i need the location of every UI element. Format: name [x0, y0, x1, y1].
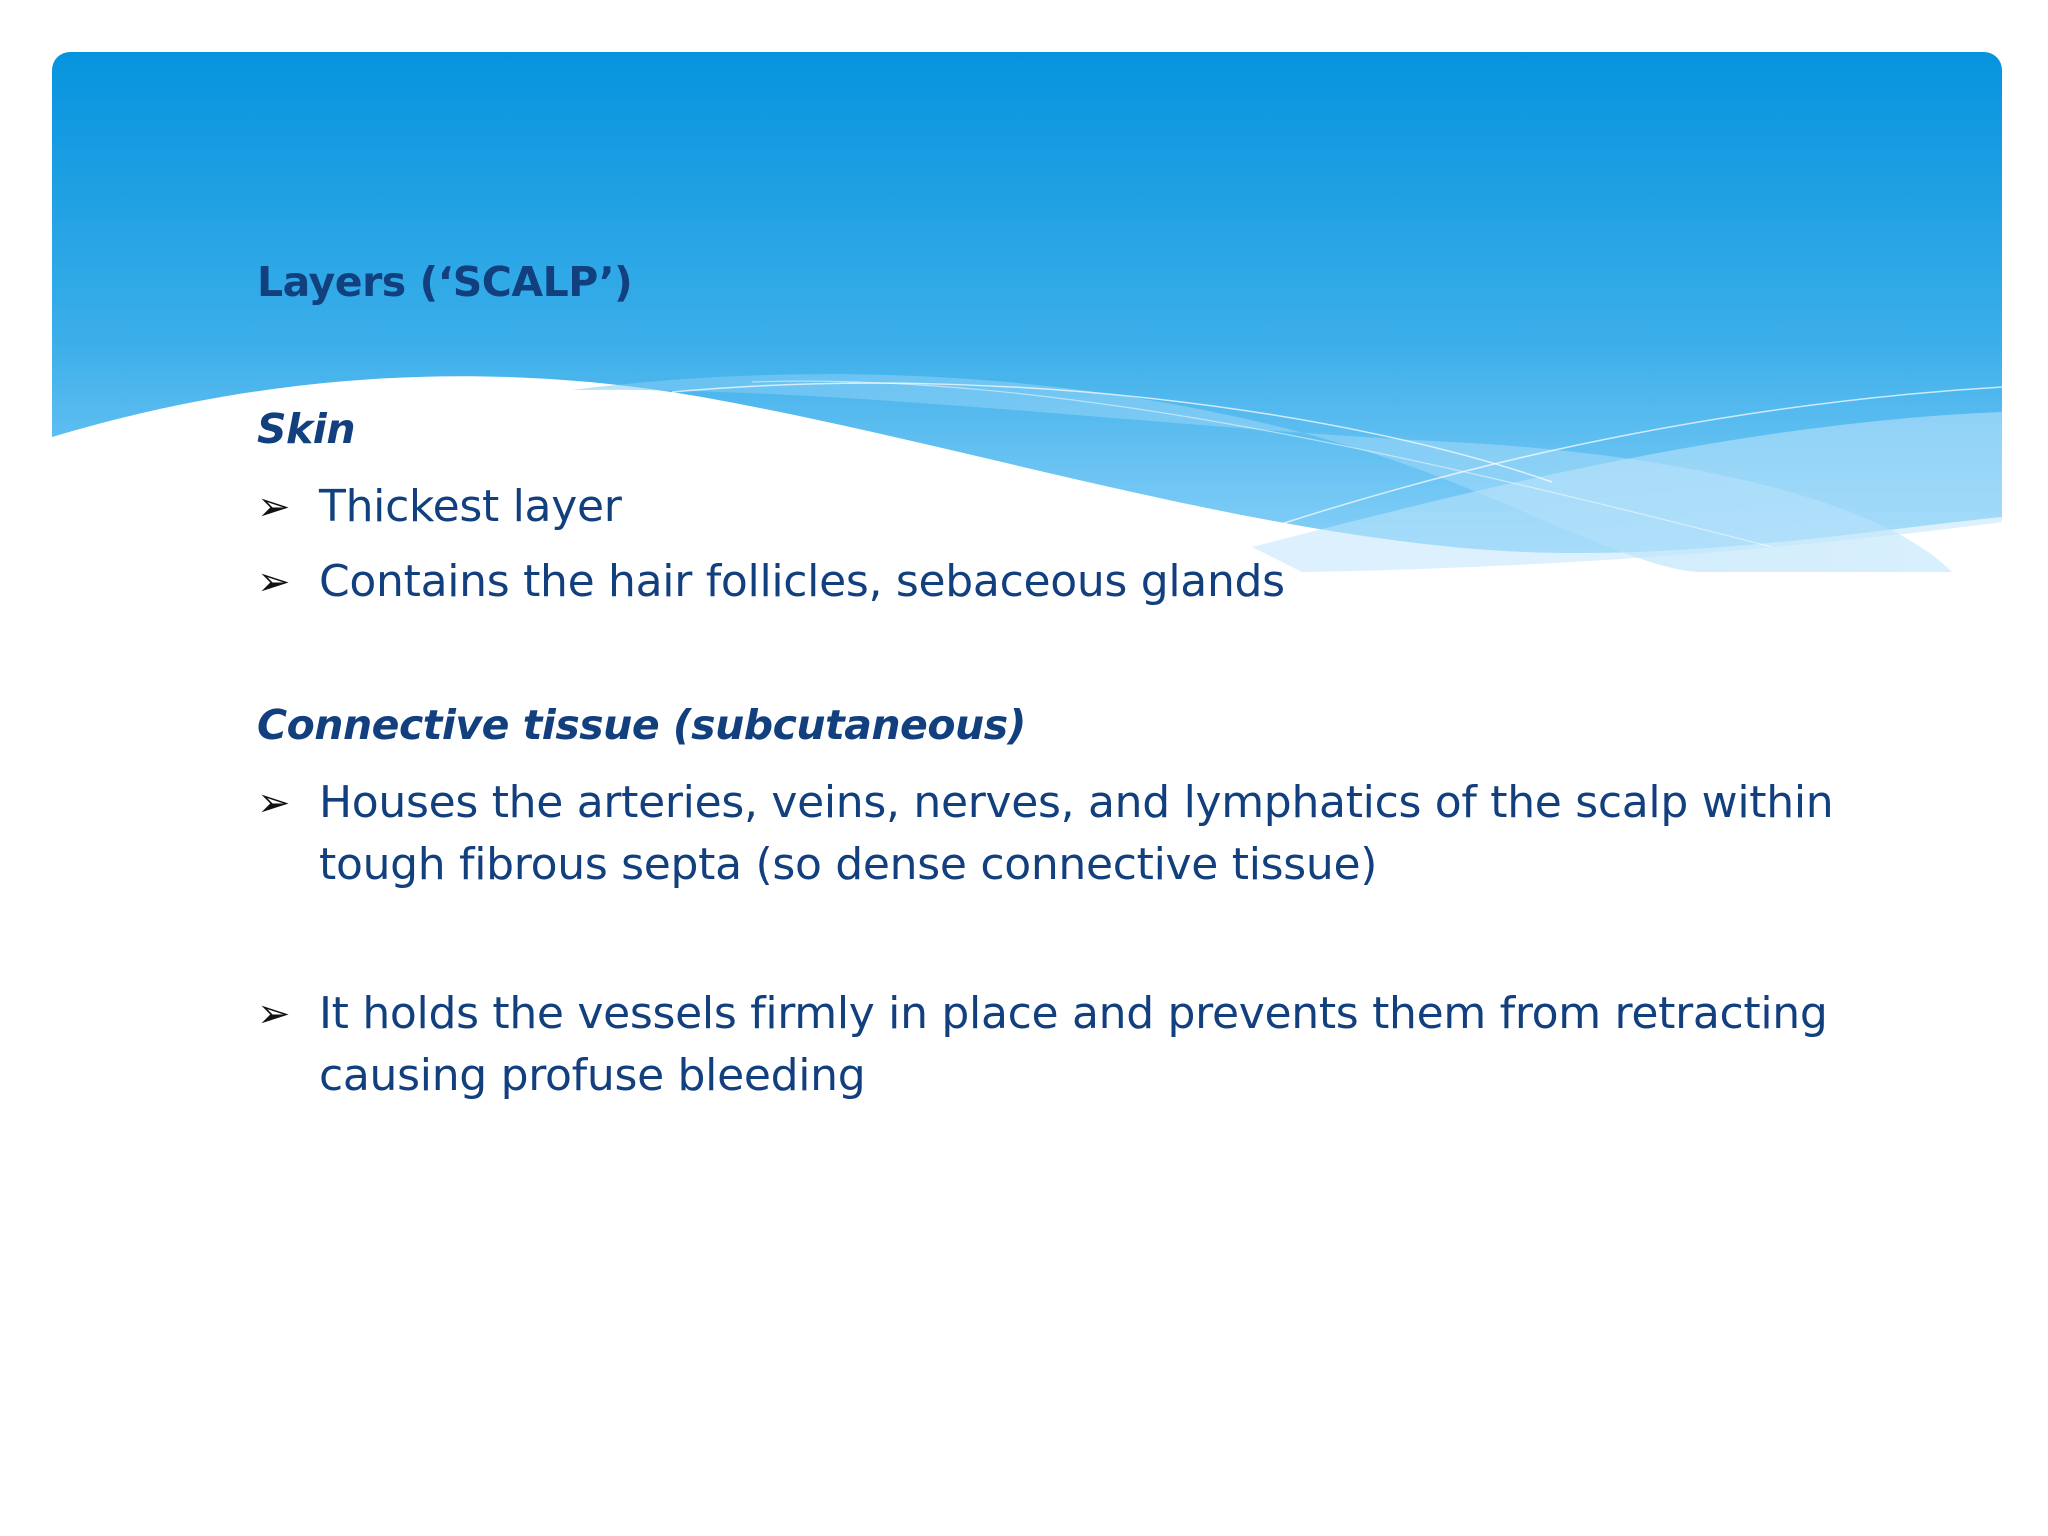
bullet-text: Houses the arteries, veins, nerves, and lymphatics of the scalp within tough fibrous septa (so dense connective tissue)	[319, 777, 1834, 890]
section-heading-connective-tissue: Connective tissue (subcutaneous)	[257, 701, 1026, 749]
bullet-text: Thickest layer	[319, 481, 622, 532]
bullet-item	[257, 983, 1857, 1107]
bullet-item	[257, 551, 1857, 613]
bullet-item	[257, 772, 1857, 896]
arrowhead-bullet-icon: ➢	[257, 484, 291, 530]
bullet-text: Contains the hair follicles, sebaceous glands	[319, 556, 1285, 607]
arrowhead-bullet-icon: ➢	[257, 559, 291, 605]
bullet-item	[257, 476, 1857, 538]
bullet-text: It holds the vessels firmly in place and prevents them from retracting causing profuse bleeding	[319, 988, 1828, 1101]
slide-title: Layers (‘SCALP’)	[257, 258, 633, 306]
section-heading-skin: Skin	[257, 405, 356, 453]
arrowhead-bullet-icon: ➢	[257, 780, 291, 826]
arrowhead-bullet-icon: ➢	[257, 991, 291, 1037]
